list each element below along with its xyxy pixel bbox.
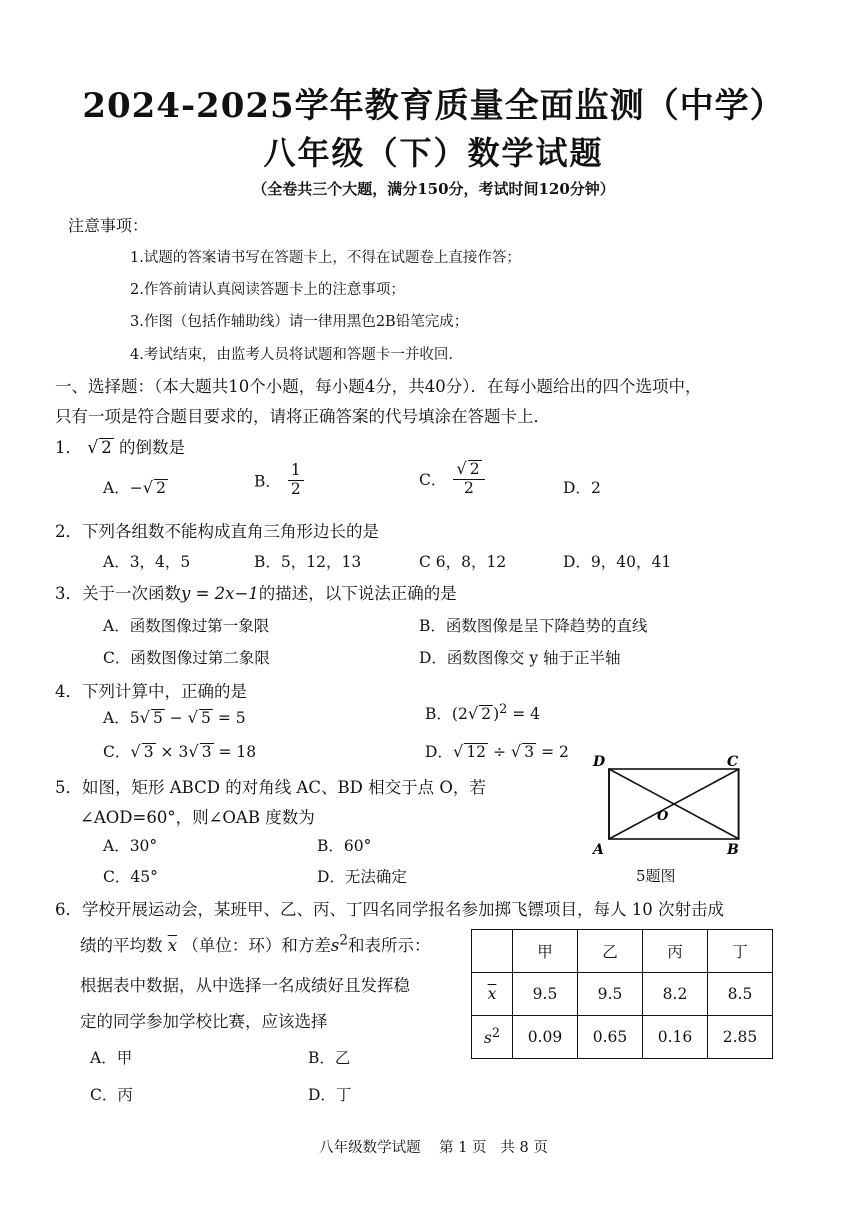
table-corner-cell: [472, 930, 513, 973]
notice-item-2: 2.作答前请认真阅读答题卡上的注意事项；: [130, 282, 405, 298]
variance-symbol: s: [330, 936, 340, 955]
question-6-stem-3: 根据表中数据，从中选择一名成绩好且发挥稳: [80, 976, 410, 995]
vertex-label-d: D: [593, 754, 606, 770]
exam-subject-title: 八年级（下）数学试题: [263, 134, 604, 172]
table-header-cell: 丙: [643, 930, 708, 973]
table-header-cell: 丁: [708, 930, 773, 973]
table-row-variance: [472, 1016, 773, 1059]
exam-title: 2024-2025学年教育质量全面监测（中学）: [82, 86, 785, 126]
q1-option-a: A．−√ 2: [103, 478, 166, 497]
question-4-stem: 4．下列计算中，正确的是: [55, 682, 247, 701]
table-header-cell: 甲: [513, 930, 578, 973]
sqrt-sign: √: [456, 459, 467, 478]
q2-option-c: C 6，8，12: [419, 553, 507, 571]
figure-caption: 5题图: [636, 867, 676, 885]
table-cell: 0.16: [643, 1016, 708, 1059]
q6-option-a: A．甲: [90, 1049, 133, 1067]
table-cell: 9.5: [578, 973, 643, 1016]
q1-option-c: C． $\frac{√ 2}{2}$: [419, 460, 487, 498]
q6-option-c: C．丙: [90, 1086, 133, 1104]
q6-option-d: D．丁: [308, 1086, 352, 1104]
table-cell: 9.5: [513, 973, 578, 1016]
question-1-stem: 1． √ 2 的倒数是: [55, 438, 186, 458]
vertex-label-a: A: [593, 842, 604, 858]
notice-heading: 注意事项：: [68, 216, 149, 235]
question-5-stem-2: ∠AOD=60°，则∠OAB 度数为: [80, 808, 315, 827]
score-statistics-table: [471, 929, 773, 1059]
table-cell: 8.5: [708, 973, 773, 1016]
q5-option-d: D．无法确定: [317, 868, 407, 886]
q3-option-d: D．函数图像交 y 轴于正半轴: [419, 649, 621, 667]
q4-option-d: D．√ 12 ÷ √ 3 = 2: [425, 742, 569, 761]
q6-option-b: B．乙: [308, 1049, 351, 1067]
question-2-stem: 2．下列各组数不能构成直角三角形边长的是: [55, 522, 379, 541]
page-footer: 八年级数学试题 第 1 页 共 8 页: [319, 1140, 548, 1156]
notice-item-3: 3.作图（包括作辅助线）请一律用黑色2B铅笔完成；: [130, 314, 469, 330]
question-6-stem-4: 定的同学参加学校比赛，应该选择: [80, 1012, 328, 1031]
section1-instruction-1: 一、选择题：（本大题共10个小题，每小题4分，共40分）．在每小题给出的四个选项中，: [55, 377, 702, 396]
q5-option-c: C．45°: [103, 868, 158, 886]
q4-option-c: C．√ 3 × 3√ 3 = 18: [103, 742, 257, 761]
vertex-label-b: B: [727, 842, 739, 858]
mean-row-label: $\overline{x}$: [472, 973, 513, 1016]
notice-item-1: 1.试题的答案请书写在答题卡上，不得在试题卷上直接作答；: [130, 250, 521, 266]
q5-option-a: A．30°: [103, 837, 158, 855]
table-header-row: [472, 930, 773, 973]
q4-option-b: B．(2√ 2 )$^2$ = 4: [425, 702, 541, 724]
table-cell: 8.2: [643, 973, 708, 1016]
table-row-mean: [472, 973, 773, 1016]
q4-option-a: A．5√ 5 − √ 5 = 5: [103, 708, 246, 727]
q5-option-b: B．60°: [317, 837, 372, 855]
q3-option-b: B．函数图像是呈下降趋势的直线: [419, 617, 648, 635]
question-6-stem-2: 绩的平均数 $\overline{x}$ （单位：环）和方差$s^2$和表所示：: [80, 932, 431, 955]
linear-function-formula: y = 2x−1: [181, 584, 259, 603]
vertex-label-c: C: [727, 754, 739, 770]
q2-option-a: A．3，4，5: [103, 553, 191, 571]
q1-option-b: B． $\frac{1}{2}$: [254, 462, 306, 499]
rectangle-abcd-figure: [585, 750, 755, 860]
table-cell: 2.85: [708, 1016, 773, 1059]
question-5-stem-1: 5．如图，矩形 ABCD 的对角线 AC、BD 相交于点 O，若: [55, 778, 486, 797]
table-cell: 0.09: [513, 1016, 578, 1059]
q2-option-d: D．9，40，41: [563, 553, 672, 571]
sqrt-sign: √: [142, 478, 154, 497]
q3-option-a: A．函数图像过第一象限: [103, 617, 270, 635]
notice-item-4: 4.考试结束，由监考人员将试题和答题卡一并收回.: [130, 347, 453, 363]
mean-symbol: $\overline{x}$: [167, 936, 178, 955]
q1-option-d: D．2: [563, 479, 601, 497]
q3-option-c: C．函数图像过第二象限: [103, 649, 270, 667]
q2-option-b: B．5，12，13: [254, 553, 362, 571]
center-label-o: O: [657, 809, 669, 824]
question-3-stem: 3．关于一次函数y = 2x−1的描述，以下说法正确的是: [55, 584, 457, 603]
table-header-cell: 乙: [578, 930, 643, 973]
question-6-stem-1: 6．学校开展运动会，某班甲、乙、丙、丁四名同学报名参加掷飞镖项目，每人 10 次射击成: [55, 900, 724, 919]
table-cell: 0.65: [578, 1016, 643, 1059]
section1-instruction-2: 只有一项是符合题目要求的，请将正确答案的代号填涂在答题卡上．: [55, 407, 550, 426]
sqrt-sign: √: [87, 438, 99, 458]
exam-info: （全卷共三个大题，满分150分，考试时间120分钟）: [252, 180, 615, 198]
variance-row-label: $s^2$: [472, 1016, 513, 1059]
